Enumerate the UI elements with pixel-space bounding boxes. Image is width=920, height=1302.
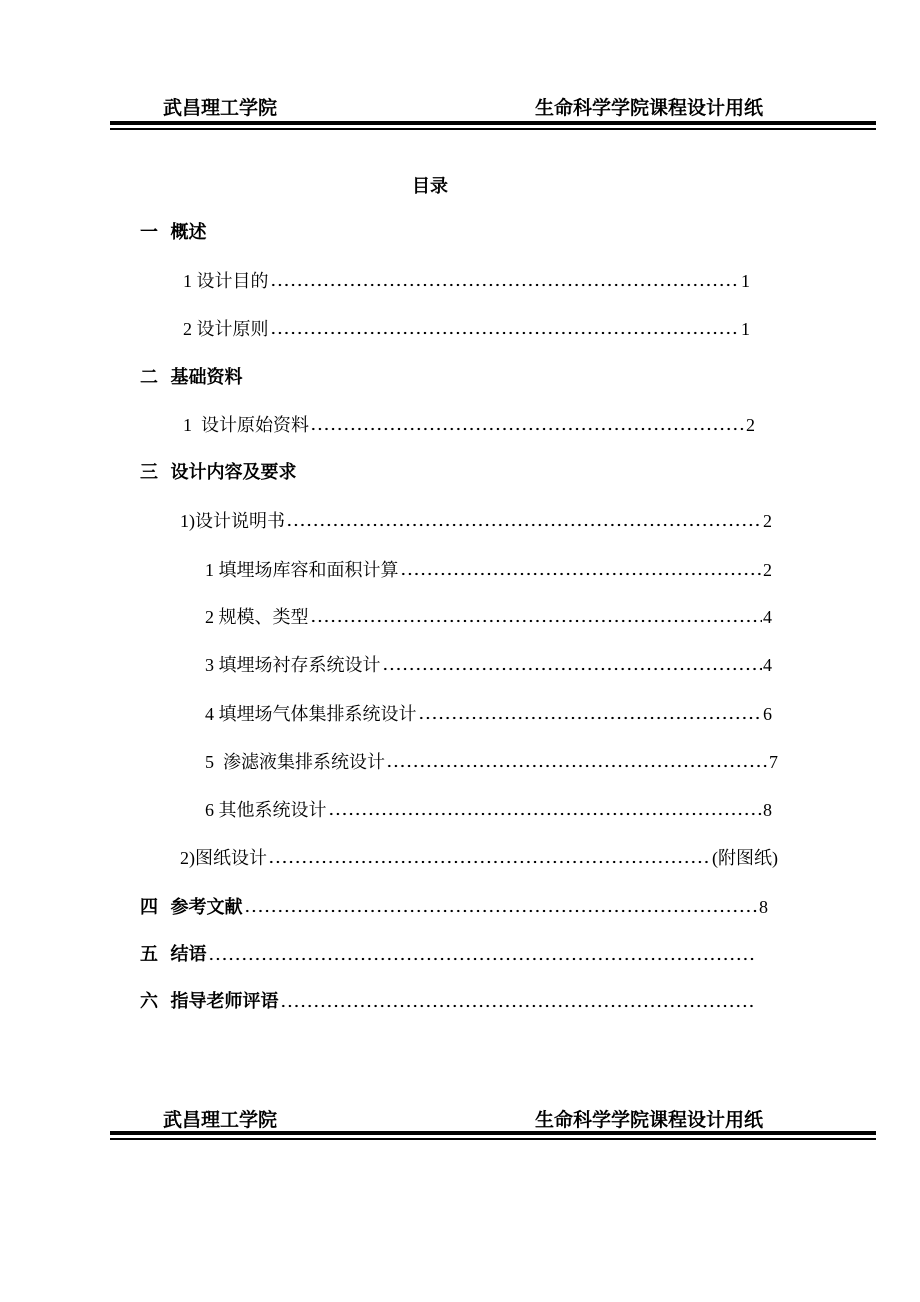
toc-label: 五 结语 [140,944,207,965]
toc-label: 四 参考文献 [140,897,243,918]
header-rule-thin [110,1138,876,1140]
school-name: 武昌理工学院 [163,97,278,119]
dot-leader [268,860,711,864]
toc-page: 2 [763,560,772,580]
paper-title: 生命科学学院课程设计用纸 [535,1109,764,1131]
toc-label: 1 填埋场库容和面积计算 [205,560,399,580]
toc-label: 4 填埋场气体集排系统设计 [205,704,417,724]
toc-entry[interactable] [205,604,772,630]
toc-label: 6 其他系统设计 [205,800,327,820]
header-rule-thick [110,1131,876,1135]
school-name: 武昌理工学院 [163,1109,278,1131]
dot-leader [270,331,741,335]
toc-title: 目录 [412,176,448,197]
toc-entry[interactable] [183,268,750,294]
dot-leader [418,716,763,720]
dot-leader [400,572,763,576]
toc-label: 1)设计说明书 [180,511,285,531]
toc-label: 1 设计原始资料 [183,415,309,435]
toc-page: 1 [741,271,750,291]
toc-section [140,220,340,246]
toc-entry[interactable] [205,797,772,823]
toc-entry[interactable] [205,701,772,727]
toc-label: 二 基础资料 [140,367,243,388]
toc-label: 六 指导老师评语 [140,991,279,1012]
toc-section[interactable] [140,989,755,1015]
dot-leader [328,812,763,816]
toc-label: 1 设计目的 [183,271,269,291]
toc-page: 4 [763,607,772,627]
dot-leader [280,1004,754,1008]
toc-section[interactable] [140,942,755,968]
toc-page: 2 [763,511,772,531]
dot-leader [286,523,762,527]
toc-page: 7 [769,752,778,772]
toc-page: 8 [763,800,772,820]
dot-leader [208,957,754,961]
toc-page: (附图纸) [712,848,778,868]
header-rule-thin [110,128,876,130]
dot-leader [244,909,758,913]
toc-entry[interactable] [180,845,778,871]
toc-section [140,460,440,486]
dot-leader [382,667,763,671]
toc-label: 2 设计原则 [183,319,269,339]
dot-leader [386,764,768,768]
toc-entry[interactable] [205,749,778,775]
header-rule-thick [110,121,876,125]
toc-label: 一 概述 [140,222,207,243]
toc-section[interactable] [140,894,768,920]
toc-label: 5 渗滤液集排系统设计 [205,752,385,772]
dot-leader [310,427,745,431]
toc-entry[interactable] [183,412,755,438]
toc-page: 1 [741,319,750,339]
toc-page: 8 [759,897,768,917]
dot-leader [310,619,763,623]
toc-entry[interactable] [183,316,750,342]
dot-leader [270,283,741,287]
toc-label: 3 填埋场衬存系统设计 [205,655,381,675]
toc-label: 三 设计内容及要求 [140,462,297,483]
toc-page: 6 [763,704,772,724]
toc-entry[interactable] [205,652,772,678]
toc-label: 2)图纸设计 [180,848,267,868]
toc-label: 2 规模、类型 [205,607,309,627]
toc-entry[interactable] [180,508,772,534]
toc-page: 2 [746,415,755,435]
toc-page: 4 [763,655,772,675]
paper-title: 生命科学学院课程设计用纸 [535,97,764,119]
toc-entry[interactable] [205,557,772,583]
toc-section [140,365,390,391]
